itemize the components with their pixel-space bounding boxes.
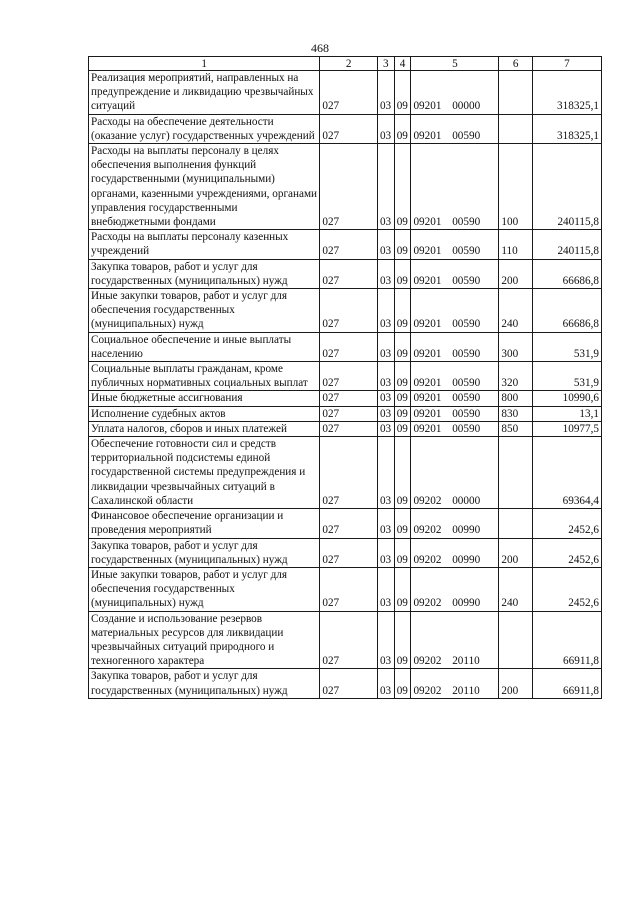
row-section-code: 03: [377, 538, 394, 567]
row-subsection-code: 09: [394, 611, 411, 669]
row-amount: 10990,6: [532, 391, 601, 406]
column-header: 1: [89, 57, 320, 71]
row-amount: 2452,6: [532, 567, 601, 611]
row-amount: 66911,8: [532, 611, 601, 669]
row-admin-code: 027: [320, 259, 378, 288]
row-expense-type-code: 240: [499, 567, 533, 611]
row-expense-type-code: 830: [499, 406, 533, 421]
row-target-code: 09202 00990: [411, 538, 499, 567]
table-row: [89, 406, 602, 421]
row-expense-type-code: [499, 71, 533, 115]
table-row: [89, 259, 602, 288]
row-admin-code: 027: [320, 538, 378, 567]
row-description: Закупка товаров, работ и услуг для государственных (муниципальных) нужд: [89, 259, 320, 288]
row-section-code: 03: [377, 391, 394, 406]
row-section-code: 03: [377, 259, 394, 288]
table-row: [89, 332, 602, 361]
row-expense-type-code: [499, 437, 533, 509]
row-description: Социальные выплаты гражданам, кроме публичных нормативных социальных выплат: [89, 362, 320, 391]
table-row: [89, 71, 602, 115]
row-section-code: 03: [377, 509, 394, 538]
row-admin-code: 027: [320, 230, 378, 259]
row-amount: 69364,4: [532, 437, 601, 509]
row-admin-code: 027: [320, 421, 378, 436]
row-expense-type-code: 200: [499, 259, 533, 288]
table-row: [89, 144, 602, 230]
table-row: [89, 391, 602, 406]
row-subsection-code: 09: [394, 421, 411, 436]
row-admin-code: 027: [320, 114, 378, 143]
table-row: [89, 289, 602, 333]
row-admin-code: 027: [320, 391, 378, 406]
row-target-code: 09201 00590: [411, 391, 499, 406]
row-target-code: 09202 20110: [411, 611, 499, 669]
table-row: [89, 114, 602, 143]
table-row: [89, 611, 602, 669]
row-target-code: 09201 00590: [411, 144, 499, 230]
row-description: Закупка товаров, работ и услуг для государственных (муниципальных) нужд: [89, 669, 320, 698]
page-number: 468: [311, 41, 329, 55]
row-subsection-code: 09: [394, 509, 411, 538]
row-description: Иные закупки товаров, работ и услуг для обеспечения государственных (муниципальных) нужд: [89, 289, 320, 333]
row-target-code: 09202 00990: [411, 509, 499, 538]
row-section-code: 03: [377, 114, 394, 143]
row-expense-type-code: [499, 509, 533, 538]
budget-table: [88, 56, 602, 699]
row-amount: 531,9: [532, 362, 601, 391]
table-row: [89, 437, 602, 509]
row-target-code: 09201 00590: [411, 114, 499, 143]
row-subsection-code: 09: [394, 230, 411, 259]
row-expense-type-code: [499, 114, 533, 143]
row-amount: 66686,8: [532, 259, 601, 288]
table-row: [89, 230, 602, 259]
table-row: [89, 567, 602, 611]
row-subsection-code: 09: [394, 538, 411, 567]
row-admin-code: 027: [320, 362, 378, 391]
row-subsection-code: 09: [394, 669, 411, 698]
row-target-code: 09201 00590: [411, 332, 499, 361]
row-amount: 66686,8: [532, 289, 601, 333]
row-target-code: 09201 00590: [411, 230, 499, 259]
row-subsection-code: 09: [394, 406, 411, 421]
row-section-code: 03: [377, 406, 394, 421]
row-subsection-code: 09: [394, 332, 411, 361]
table-row: [89, 509, 602, 538]
row-subsection-code: 09: [394, 114, 411, 143]
row-expense-type-code: 800: [499, 391, 533, 406]
row-admin-code: 027: [320, 611, 378, 669]
column-header: 7: [532, 57, 601, 71]
column-header-row: [89, 57, 602, 71]
row-amount: 318325,1: [532, 71, 601, 115]
column-header: 4: [394, 57, 411, 71]
row-expense-type-code: [499, 611, 533, 669]
row-admin-code: 027: [320, 669, 378, 698]
row-subsection-code: 09: [394, 362, 411, 391]
column-header: 5: [411, 57, 499, 71]
row-admin-code: 027: [320, 567, 378, 611]
column-header: 3: [377, 57, 394, 71]
row-subsection-code: 09: [394, 71, 411, 115]
row-section-code: 03: [377, 421, 394, 436]
row-target-code: 09202 00000: [411, 437, 499, 509]
row-amount: 66911,8: [532, 669, 601, 698]
row-subsection-code: 09: [394, 437, 411, 509]
row-subsection-code: 09: [394, 259, 411, 288]
row-section-code: 03: [377, 362, 394, 391]
row-admin-code: 027: [320, 289, 378, 333]
row-target-code: 09201 00590: [411, 289, 499, 333]
table-row: [89, 669, 602, 698]
row-description: Иные закупки товаров, работ и услуг для обеспечения государственных (муниципальных) нужд: [89, 567, 320, 611]
row-amount: 240115,8: [532, 230, 601, 259]
table-row: [89, 362, 602, 391]
row-amount: 531,9: [532, 332, 601, 361]
row-amount: 240115,8: [532, 144, 601, 230]
table-row: [89, 421, 602, 436]
row-target-code: 09201 00000: [411, 71, 499, 115]
row-description: Создание и использование резервов материальных ресурсов для ликвидации чрезвычайных ситуаций природного и техногенного характера: [89, 611, 320, 669]
row-target-code: 09201 00590: [411, 362, 499, 391]
row-description: Обеспечение готовности сил и средств территориальной подсистемы единой государственной системы предупреждения и ликвидации чрезвычайных ситуаций в Сахалинской области: [89, 437, 320, 509]
row-target-code: 09201 00590: [411, 259, 499, 288]
row-expense-type-code: 200: [499, 669, 533, 698]
row-description: Закупка товаров, работ и услуг для государственных (муниципальных) нужд: [89, 538, 320, 567]
row-amount: 13,1: [532, 406, 601, 421]
row-amount: 2452,6: [532, 538, 601, 567]
row-expense-type-code: 850: [499, 421, 533, 436]
row-description: Социальное обеспечение и иные выплаты населению: [89, 332, 320, 361]
row-section-code: 03: [377, 611, 394, 669]
row-admin-code: 027: [320, 406, 378, 421]
row-section-code: 03: [377, 144, 394, 230]
column-header: 6: [499, 57, 533, 71]
row-expense-type-code: 240: [499, 289, 533, 333]
row-expense-type-code: 300: [499, 332, 533, 361]
row-subsection-code: 09: [394, 391, 411, 406]
row-admin-code: 027: [320, 144, 378, 230]
row-description: Иные бюджетные ассигнования: [89, 391, 320, 406]
row-subsection-code: 09: [394, 567, 411, 611]
row-section-code: 03: [377, 669, 394, 698]
budget-table-body: [89, 57, 602, 699]
row-section-code: 03: [377, 437, 394, 509]
row-target-code: 09202 20110: [411, 669, 499, 698]
row-description: Финансовое обеспечение организации и проведения мероприятий: [89, 509, 320, 538]
row-section-code: 03: [377, 289, 394, 333]
row-admin-code: 027: [320, 437, 378, 509]
row-admin-code: 027: [320, 71, 378, 115]
row-subsection-code: 09: [394, 144, 411, 230]
row-section-code: 03: [377, 230, 394, 259]
row-description: Расходы на выплаты персоналу в целях обеспечения выполнения функций государственными (муниципальными) органами, казенными учреждениями, органами управления государственными внебюджетными фондами: [89, 144, 320, 230]
row-section-code: 03: [377, 71, 394, 115]
column-header: 2: [320, 57, 378, 71]
row-amount: 2452,6: [532, 509, 601, 538]
table-row: [89, 538, 602, 567]
row-description: Исполнение судебных актов: [89, 406, 320, 421]
row-section-code: 03: [377, 567, 394, 611]
row-description: Расходы на выплаты персоналу казенных учреждений: [89, 230, 320, 259]
row-amount: 318325,1: [532, 114, 601, 143]
row-amount: 10977,5: [532, 421, 601, 436]
row-expense-type-code: 110: [499, 230, 533, 259]
row-target-code: 09201 00590: [411, 421, 499, 436]
row-description: Реализация мероприятий, направленных на предупреждение и ликвидацию чрезвычайных ситуаций: [89, 71, 320, 115]
row-admin-code: 027: [320, 332, 378, 361]
row-section-code: 03: [377, 332, 394, 361]
row-expense-type-code: 200: [499, 538, 533, 567]
row-target-code: 09202 00990: [411, 567, 499, 611]
row-subsection-code: 09: [394, 289, 411, 333]
row-expense-type-code: 320: [499, 362, 533, 391]
row-target-code: 09201 00590: [411, 406, 499, 421]
row-expense-type-code: 100: [499, 144, 533, 230]
row-description: Расходы на обеспечение деятельности (оказание услуг) государственных учреждений: [89, 114, 320, 143]
row-admin-code: 027: [320, 509, 378, 538]
row-description: Уплата налогов, сборов и иных платежей: [89, 421, 320, 436]
